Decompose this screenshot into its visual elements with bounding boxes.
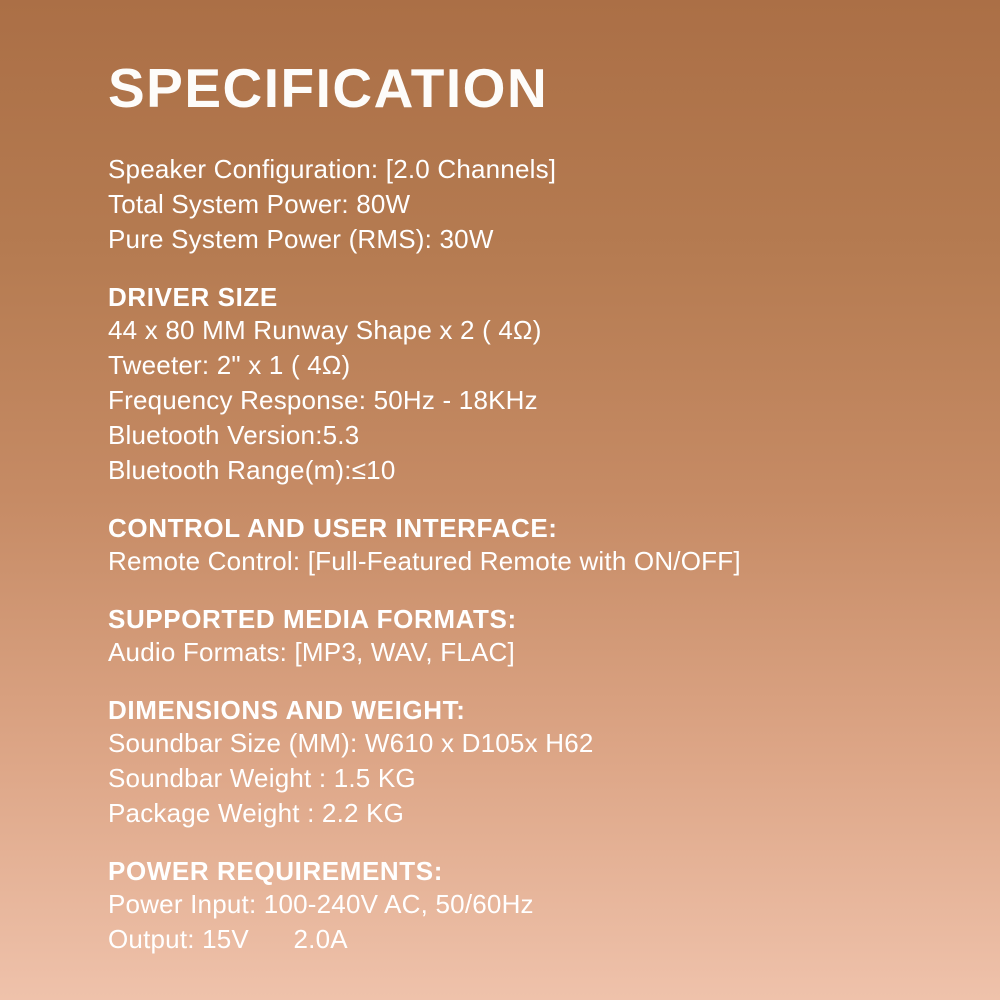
spec-line-total-system-power: Total System Power: 80W: [108, 189, 411, 219]
spec-line-speaker-configuration: Speaker Configuration: [2.0 Channels]: [108, 154, 557, 184]
spec-line-bluetooth-version: Bluetooth Version:5.3: [108, 420, 360, 450]
section-heading-dimensions-and-weight: DIMENSIONS AND WEIGHT:: [108, 695, 466, 725]
section-dimensions-and-weight: [108, 695, 940, 831]
spec-line-soundbar-size: Soundbar Size (MM): W610 x D105x H62: [108, 728, 594, 758]
page-title: SPECIFICATION: [108, 57, 549, 119]
spec-line-remote-control: Remote Control: [Full-Featured Remote with ON/OFF]: [108, 546, 741, 576]
section-heading-driver-size: DRIVER SIZE: [108, 282, 278, 312]
spec-line-output: Output: 15V 2.0A: [108, 924, 348, 954]
spec-line-driver-shape: 44 x 80 MM Runway Shape x 2 ( 4Ω): [108, 315, 542, 345]
section-driver-size: [108, 282, 940, 488]
section-control-and-user-interface: [108, 513, 940, 579]
spec-line-bluetooth-range: Bluetooth Range(m):≤10: [108, 455, 396, 485]
spec-line-power-input: Power Input: 100-240V AC, 50/60Hz: [108, 889, 534, 919]
spec-line-audio-formats: Audio Formats: [MP3, WAV, FLAC]: [108, 637, 515, 667]
section-power-requirements: [108, 856, 940, 957]
spec-line-package-weight: Package Weight : 2.2 KG: [108, 798, 405, 828]
spec-line-soundbar-weight: Soundbar Weight : 1.5 KG: [108, 763, 416, 793]
spec-line-pure-system-power: Pure System Power (RMS): 30W: [108, 224, 494, 254]
section-heading-supported-media-formats: SUPPORTED MEDIA FORMATS:: [108, 604, 517, 634]
section-supported-media-formats: [108, 604, 940, 670]
section-general: [108, 152, 940, 257]
section-heading-control-and-user-interface: CONTROL AND USER INTERFACE:: [108, 513, 558, 543]
spec-line-tweeter: Tweeter: 2" x 1 ( 4Ω): [108, 350, 351, 380]
section-heading-power-requirements: POWER REQUIREMENTS:: [108, 856, 443, 886]
spec-line-frequency-response: Frequency Response: 50Hz - 18KHz: [108, 385, 538, 415]
